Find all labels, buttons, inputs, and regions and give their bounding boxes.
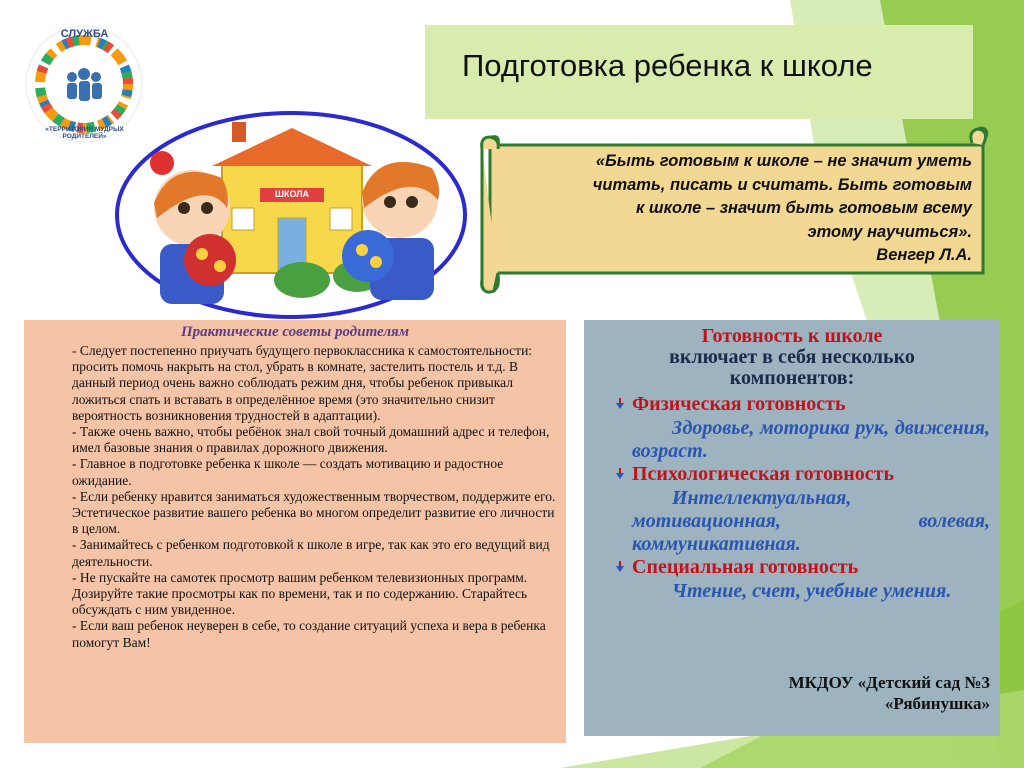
tip-item: - Также очень важно, чтобы ребёнок знал свой точный домашний адрес и телефон, имел базовые знания о правилах дорожного движения. (72, 424, 550, 456)
quote-line: «Быть готовым к школе – не значит уметь (595, 152, 972, 170)
school-sign-text: ШКОЛА (274, 189, 310, 199)
page-title: Подготовка ребенка к школе (462, 48, 873, 83)
tip-item: - Если ваш ребенок неуверен в себе, то создание ситуаций успеха и вера в ребенка помогут Вам! (72, 618, 546, 650)
tip-item: - Не пускайте на самотек просмотр вашим ребенком телевизионных программ. Дозируйте такие просмотры как по времени, так и по содержанию. Старайтесь обсуждать с ним увиденное. (72, 569, 528, 618)
bullet-icon (616, 561, 624, 573)
organization-line: «Рябинушка» (884, 694, 990, 713)
tips-panel (24, 320, 566, 743)
organization-line: МКДОУ «Детский сад №3 (788, 673, 990, 692)
tip-item: - Главное в подготовке ребенка к школе — создать мотивацию и радостное ожидание. (72, 456, 504, 488)
component-physical (632, 393, 992, 416)
component-name: Физическая готовность (632, 393, 846, 415)
quote-line: к школе – значит быть готовым всему (635, 199, 972, 217)
component-name: Психологическая готовность (632, 463, 895, 485)
component-name: Специальная готовность (632, 556, 859, 578)
quote-line: этому научиться». (807, 222, 972, 241)
tip-item: - Если ребенку нравится заниматься художественным творчеством, поддержите его. Эстетическое развитие вашего ребенка во многом определит развитие его личности в целом. (72, 488, 556, 537)
tips-list (72, 343, 562, 651)
logo-top-text: СЛУЖБА (60, 28, 109, 40)
organization-name (754, 672, 990, 714)
readiness-heading-line: компонентов: (729, 367, 855, 389)
logo-ring-text: «ТЕРРИТОРИЯ МУДРЫХ РОДИТЕЛЕЙ» (45, 126, 124, 140)
component-psychological (632, 463, 992, 486)
component-special (632, 556, 992, 579)
component-description: Чтение, счет, учебные умения. (672, 580, 952, 602)
bullet-icon (616, 468, 624, 480)
component-description: Здоровье, моторика рук, движения, возраст. (632, 417, 990, 462)
component-description: Интеллектуальная, мотивационная, волевая, коммуникативная. (632, 487, 990, 555)
tips-title: Практические советы родителям (180, 324, 410, 340)
readiness-heading-red: Готовность к школе (701, 325, 883, 347)
bullet-icon (616, 398, 624, 410)
tip-item: - Следует постепенно приучать будущего первоклассника к самостоятельности: просить помочь накрыть на стол, убрать в комнате, застелить постель и т.д. В данный период очень важно соблюдать режим дня, чтобы ребенок привыкал ложиться спать и вставать в определённое время (это значительно снизит вероятность возникновения трудностей в адаптации). (72, 343, 533, 423)
tip-item: - Занимайтесь с ребенком подготовкой к школе в игре, так как это его ведущий вид деятельности. (72, 537, 550, 569)
readiness-heading-line: включает в себя несколько (669, 346, 915, 368)
quote-line: читать, писать и считать. Быть готовым (592, 175, 972, 194)
readiness-panel (584, 320, 1000, 736)
readiness-heading (584, 326, 1000, 389)
quote-author: Венгер Л.А. (876, 246, 972, 264)
quote-text (500, 150, 972, 268)
children-school-illustration (112, 108, 470, 322)
